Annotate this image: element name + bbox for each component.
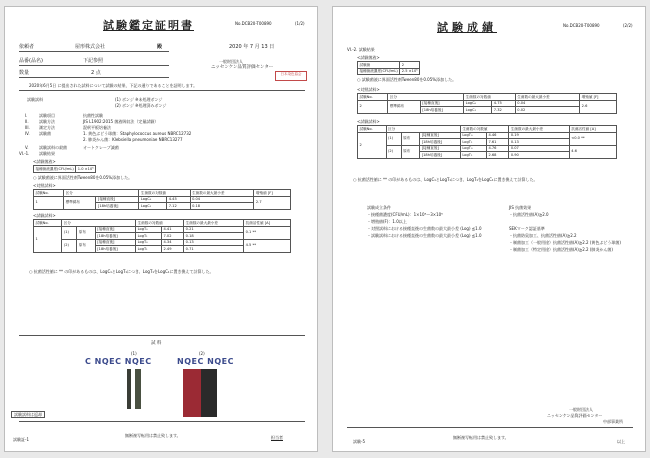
cell: [接種直後] — [95, 226, 135, 233]
cell: [接種直後] — [96, 196, 139, 203]
page-indicator: (2/2) — [623, 23, 633, 28]
issuer-name: ニッセンケン品質評価センター — [211, 65, 274, 70]
cell: 7.61 — [486, 139, 508, 146]
cell: 4.34 — [161, 239, 183, 246]
col-header: 生菌数の最大最小差 — [509, 126, 569, 133]
cell: LogT₁ — [136, 233, 162, 240]
cell: [18h培養後] — [96, 203, 139, 210]
col-header: 増殖値 [F] — [580, 94, 617, 101]
cell: 0.90 — [509, 152, 569, 159]
section-num: I. — [25, 113, 28, 118]
col-header: 試験No. — [34, 190, 64, 197]
cell: 1 — [34, 196, 64, 209]
section-label: 試験結果 — [39, 151, 55, 156]
criteria-right-4: ・抗菌防臭加工、抗菌活性値(A)≧2.2 — [509, 233, 577, 238]
qty-label: 数量 — [19, 70, 30, 76]
page-title: 試験成績 — [437, 21, 497, 34]
col-header: 生菌数の対数値 — [139, 190, 190, 197]
col-header: 生菌数の対数値 — [464, 94, 516, 101]
issuer-line1: 一般財団法人 — [569, 407, 593, 412]
cell: (2) — [62, 239, 77, 252]
cell: 0.18 — [190, 203, 254, 210]
cell: 7.02 — [161, 233, 183, 240]
cell: 4.5 ** — [244, 239, 291, 252]
item-label: 品番(品名) — [19, 58, 43, 64]
cell: 2 — [358, 132, 387, 158]
client-label: 依頼者 — [19, 44, 35, 50]
specimen-swatch-dark-1 — [127, 369, 131, 409]
cell: [接種直後] — [420, 132, 461, 139]
cell: 0.13 — [509, 139, 569, 146]
cell: 標準綿布 — [388, 100, 421, 113]
cell: 試験菌 — [358, 62, 400, 69]
section-num: IV. — [25, 131, 30, 136]
cell: 0.21 — [184, 226, 244, 233]
test-table — [33, 219, 291, 253]
section-num: VI.-1. — [19, 151, 30, 156]
cell: 2.68 — [486, 152, 508, 159]
cell: LogT₀ — [136, 239, 162, 246]
control-caption: <対照試料> — [357, 87, 380, 92]
certificate-page-1 — [4, 6, 318, 452]
section-value: 2. 肺炎かん菌：Klebsiella pneumoniae NBRC13277 — [83, 137, 183, 142]
cell: [接種直後] — [95, 239, 135, 246]
cell: LogC₀ — [464, 100, 492, 107]
cell: [接種直後] — [420, 100, 463, 107]
col-header: 抗菌活性値 [A] — [569, 126, 616, 133]
cell: 2.49 — [161, 246, 183, 253]
cell: 0.04 — [190, 196, 254, 203]
section-value: 混釈平板培養法 — [83, 125, 111, 130]
section-label: 測定方法 — [39, 125, 55, 130]
cell: LogT₀ — [460, 132, 486, 139]
issuer-line1: 一般財団法人 — [219, 59, 243, 64]
conc-label: 接種菌液濃度(CFU/mL) — [35, 166, 74, 171]
section-value: 抗菌性試験 — [83, 113, 103, 118]
criteria-left-4: ・試験試料における接種直後の生菌数の最大最小差 (Log) ≦1.0 — [367, 233, 482, 238]
col-header: 増殖値 [F] — [254, 190, 291, 197]
cell: 1 — [34, 226, 62, 252]
control-caption: <対照試料> — [33, 183, 56, 188]
page-indicator: (1/2) — [295, 21, 305, 26]
certificate-page-2 — [332, 6, 646, 452]
col-header: 生菌数の対数値 — [460, 126, 508, 133]
footer-right: 以上 — [617, 439, 625, 444]
cell: 標準綿布 — [64, 196, 96, 209]
cell: LogC₁ — [464, 107, 492, 114]
section-label: 試験試料の殺菌 — [39, 145, 67, 150]
criteria-left-0: 試験成立条件 — [367, 205, 391, 210]
client-suffix: 殿 — [157, 44, 163, 50]
cell: LogT₁ — [460, 152, 486, 159]
cell: [18h培養後] — [95, 246, 135, 253]
col-header: 試験No. — [358, 94, 388, 101]
logo-text: NQEC NQEC — [177, 357, 234, 366]
criteria-left-2: ・増殖値(F)：1.0以上 — [367, 219, 407, 224]
footer-center: 無断複写転用は禁止致します。 — [125, 433, 181, 438]
conc-value: 2.5 ×10⁵ — [401, 69, 418, 73]
criteria-right-3: SEKマーク認証基準 — [509, 226, 545, 231]
cell: 4.46 — [486, 132, 508, 139]
conc-label: 接種菌液濃度(CFU/mL) — [359, 69, 398, 73]
nqec-logo-2 — [177, 357, 234, 366]
section-value: オートクレーブ滅菌 — [83, 145, 119, 150]
note-calc: ○ 抗菌活性値に ** の印があるものは、LogC₁とLogT₁につき、LogT₁をLogC₁に置き換えて計算した。 — [29, 269, 214, 274]
cell: 4.76 — [486, 145, 508, 152]
criteria-left-1: ・接種菌濃度(CFU/mL)：1×10⁵～3×10⁵ — [367, 212, 443, 217]
cell: 0.02 — [515, 107, 579, 114]
col-header: 生菌数の最大最小差 — [184, 220, 244, 227]
cell: 0.04 — [515, 100, 579, 107]
cell: (1) — [62, 226, 77, 239]
section-value: 1. 黄色ぶどう球菌：Staphylococcus aureus NBRC12732 — [83, 131, 192, 136]
stamp-seal: 日本染色協会 — [275, 71, 307, 81]
cell: <0.0 ** — [569, 132, 616, 145]
nqec-logo-1 — [85, 357, 152, 366]
cell: 原布 — [401, 132, 420, 145]
footer-left: 試験-5 — [353, 439, 365, 444]
cell: LogC₁ — [139, 203, 167, 210]
col-header: 区分 — [62, 220, 136, 227]
intro-text: 2020年6月5日 に提出された試料について試験の結果、下記の通りであることを証明します。 — [29, 83, 198, 88]
sample-2: (2) ボンジ ※処理済みボンジ — [115, 103, 167, 108]
col-header: 生菌数の対数値 — [136, 220, 184, 227]
footer-center: 無断複写転用は禁止致します。 — [453, 435, 509, 440]
section-num: III. — [25, 125, 30, 130]
cell: 0.19 — [509, 132, 569, 139]
col-header: 区分 — [386, 126, 460, 133]
cell: LogT₁ — [460, 139, 486, 146]
cell: 0.18 — [184, 233, 244, 240]
cell: 7.12 — [167, 203, 190, 210]
section-label: 試験方法 — [39, 119, 55, 124]
issue-date: 2020 年 7 月 13 日 — [229, 44, 275, 50]
col-header: 区分 — [388, 94, 464, 101]
cell: 0.07 — [509, 145, 569, 152]
cell: 原布 — [77, 239, 95, 252]
section-value: JIS L1902:2015 菌液吸収法（定量試験） — [83, 119, 159, 124]
inoculum-table — [357, 61, 420, 75]
cell: [18h培養後] — [420, 152, 461, 159]
col-header: 試験No. — [358, 126, 387, 133]
col-header: 抗菌活性値 [A] — [244, 220, 291, 227]
specimen-swatch-dark-2 — [135, 369, 141, 409]
section-label: 試験項目 — [39, 113, 55, 118]
cell: 4.6 — [569, 145, 616, 158]
cell: 4.75 — [492, 100, 516, 107]
criteria-left-3: ・対照試料における接種直後の生菌数の最大最小差 (Log) ≦1.0 — [367, 226, 482, 231]
cell: 0.71 — [184, 246, 244, 253]
cell: 0.13 — [184, 239, 244, 246]
cell: 4.41 — [161, 226, 183, 233]
sample-1: (1) ボンジ ※未処理ボンジ — [115, 97, 163, 102]
cell: (2) — [386, 145, 401, 158]
cell: 2.7 — [254, 196, 291, 209]
note-calc: ○ 抗菌活性値に ** の印があるものは、LogC₁とLogT₁につき、LogT₁をLogC₁に置き換えて計算した。 — [353, 177, 538, 182]
client-value: 屋形株式会社 — [75, 44, 106, 50]
doc-number: No.DCB20-T00890 — [235, 21, 272, 26]
cell: 2 — [358, 100, 388, 113]
cell: 原布 — [401, 145, 420, 158]
issuer-name: ニッセンケン品質評価センター — [547, 413, 603, 418]
cell: 7.32 — [492, 107, 516, 114]
col-header: 生菌数の最大最小差 — [190, 190, 254, 197]
inoculum-table — [33, 165, 96, 173]
cell: 0.1 ** — [244, 226, 291, 239]
cell: [接種直後] — [420, 145, 461, 152]
cell: 2.6 — [580, 100, 617, 113]
section-num: II. — [25, 119, 29, 124]
sample-label: 試験試料 — [27, 97, 43, 102]
cell: [18h培養後] — [420, 139, 461, 146]
criteria-right-1: ・抗菌活性値(A)≧2.0 — [509, 212, 549, 217]
cell: LogT₀ — [460, 145, 486, 152]
col-header: 試験No. — [34, 220, 62, 227]
item-value: 下記参照 — [83, 58, 104, 64]
conc-caption: <試験菌液> — [33, 159, 56, 164]
cell: [18h培養後] — [95, 233, 135, 240]
specimen-label: 試 料 — [151, 341, 162, 346]
control-table — [357, 93, 617, 114]
logo-text: C NQEC NQEC — [85, 357, 152, 366]
control-table — [33, 189, 291, 210]
cell: 2 — [400, 62, 420, 69]
section-label: 試験菌 — [39, 131, 51, 136]
conc-caption: <試験菌液> — [357, 55, 380, 60]
conc-value: 1.0 ×10⁵ — [77, 166, 94, 171]
col-header: 生菌数の最大最小差 — [515, 94, 579, 101]
criteria-right-5: ・制菌加工（一般用途）抗菌活性値(A)≧2.2 (黄色ぶどう球菌) — [509, 240, 621, 245]
cell: 原布 — [77, 226, 95, 239]
test-caption: <試験試料> — [357, 119, 380, 124]
specimen-swatch-black — [201, 369, 217, 417]
specimen-num-2: (2) — [199, 351, 205, 356]
page-title: 試験鑑定証明書 — [103, 19, 194, 32]
criteria-right-0: JIS 抗菌効果 — [509, 205, 532, 210]
cell: [18h培養後] — [420, 107, 463, 114]
cell: 4.45 — [167, 196, 190, 203]
col-header: 区分 — [64, 190, 139, 197]
section-title: VI.-2. 試験結果 — [347, 47, 375, 52]
cell: LogC₀ — [139, 196, 167, 203]
criteria-right-6: ・制菌加工（特定用途）抗菌活性値(A)≧2.2 (肺炎かん菌) — [509, 247, 613, 252]
footer-right: 担当者 — [271, 435, 283, 440]
cell: LogT₀ — [136, 226, 162, 233]
section-num: V. — [25, 145, 29, 150]
cell: LogT₁ — [136, 246, 162, 253]
cell: (1) — [386, 132, 401, 145]
stamp-box: 試験試料は返却 — [11, 411, 45, 418]
footer-left: 試験証-1 — [13, 437, 29, 442]
test-table — [357, 125, 617, 159]
note-tween: ○ 試験菌液に界面活性剤Tween80を0.05%添加した。 — [357, 77, 457, 82]
qty-value: 2 点 — [91, 70, 101, 76]
issuer-dept: 中部事業所 — [603, 419, 623, 424]
doc-number: No.DCB20-T00890 — [563, 23, 600, 28]
test-caption: <試験試料> — [33, 213, 56, 218]
specimen-num-1: (1) — [131, 351, 137, 356]
note-tween: ○ 試験菌液に界面活性剤Tween80を0.05%添加した。 — [33, 175, 133, 180]
